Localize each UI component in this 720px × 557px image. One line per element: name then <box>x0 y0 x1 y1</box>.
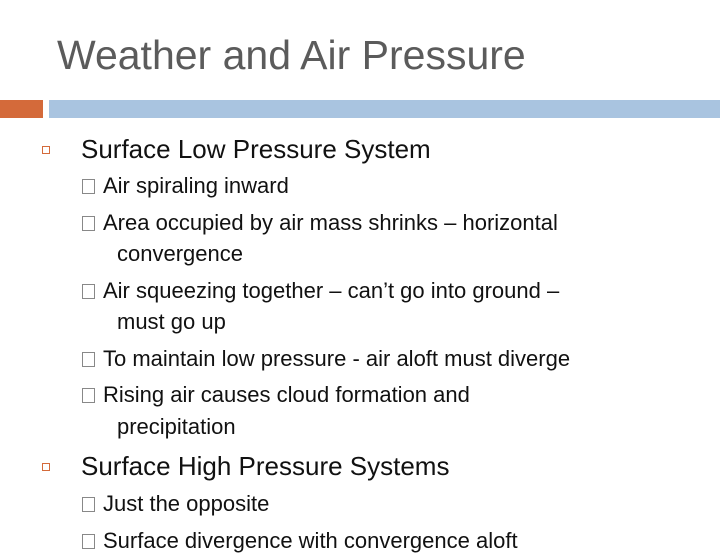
section-heading-high: Surface High Pressure Systems <box>81 451 450 481</box>
list-item <box>82 275 559 307</box>
checkbox-bullet-icon <box>82 352 95 367</box>
list-item-text: Air squeezing together – can’t go into ground – <box>103 278 560 303</box>
square-bullet-icon <box>42 146 50 154</box>
list-item <box>82 170 289 202</box>
list-item-text: Air spiraling inward <box>103 173 289 198</box>
title-rule-accent <box>0 100 43 118</box>
checkbox-bullet-icon <box>82 284 95 299</box>
title-rule <box>49 100 720 118</box>
list-item-text: Area occupied by air mass shrinks – horizontal <box>103 210 558 235</box>
list-item-continuation: precipitation <box>117 414 236 439</box>
list-item <box>82 207 558 239</box>
list-item-text: Rising air causes cloud formation and <box>103 382 470 407</box>
list-item <box>82 343 570 375</box>
slide-title: Weather and Air Pressure <box>57 32 526 78</box>
list-item <box>82 379 470 411</box>
checkbox-bullet-icon <box>82 497 95 512</box>
list-item-text: Just the opposite <box>103 491 270 516</box>
checkbox-bullet-icon <box>82 388 95 403</box>
list-item-continuation: convergence <box>117 241 243 266</box>
list-item-continuation: must go up <box>117 309 226 334</box>
checkbox-bullet-icon <box>82 179 95 194</box>
checkbox-bullet-icon <box>82 534 95 549</box>
list-item-text: Surface divergence with convergence aloft <box>103 528 518 553</box>
list-item-text: To maintain low pressure - air aloft must diverge <box>103 346 571 371</box>
list-item <box>82 488 269 520</box>
section-heading-low: Surface Low Pressure System <box>81 134 431 164</box>
checkbox-bullet-icon <box>82 216 95 231</box>
square-bullet-icon <box>42 463 50 471</box>
list-item <box>82 525 518 557</box>
